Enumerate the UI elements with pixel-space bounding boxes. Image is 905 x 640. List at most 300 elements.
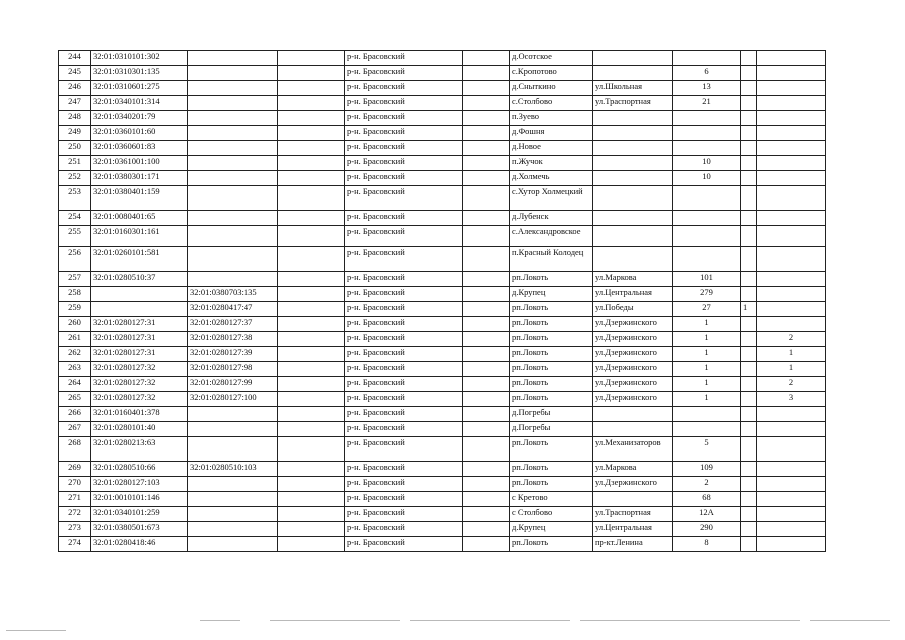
empty-cell [278,111,345,126]
table-row [59,407,826,422]
street-cell: ул.Дзержинского [593,332,673,347]
district-cell: р-н. Брасовский [345,272,463,287]
cadastral-number-cell: 32:01:0080401:65 [91,211,188,226]
house-number-cell: 5 [673,437,741,462]
house-number-cell: 13 [673,81,741,96]
street-cell [593,141,673,156]
house-number-cell [673,247,741,272]
apartment-cell [757,422,826,437]
linked-cadastral-number-cell [188,537,278,552]
building-cell [741,537,757,552]
linked-cadastral-number-cell [188,156,278,171]
district-cell: р-н. Брасовский [345,211,463,226]
cadastral-number-cell: 32:01:0280127:32 [91,362,188,377]
locality-cell: с Кретово [510,492,593,507]
district-cell: р-н. Брасовский [345,126,463,141]
row-number-cell: 267 [59,422,91,437]
house-number-cell: 1 [673,347,741,362]
cadastral-number-cell: 32:01:0280127:103 [91,477,188,492]
empty-cell [278,537,345,552]
empty-cell [278,302,345,317]
cadastral-number-cell: 32:01:0280101:40 [91,422,188,437]
row-number-cell: 271 [59,492,91,507]
apartment-cell [757,287,826,302]
empty-cell [278,211,345,226]
apartment-cell: 3 [757,392,826,407]
house-number-cell [673,226,741,247]
district-cell: р-н. Брасовский [345,226,463,247]
row-number-cell: 247 [59,96,91,111]
row-number-cell: 244 [59,51,91,66]
district-cell: р-н. Брасовский [345,392,463,407]
empty-cell [463,126,510,141]
apartment-cell [757,141,826,156]
empty-cell [463,477,510,492]
table-row [59,522,826,537]
empty-cell [463,362,510,377]
empty-cell [463,66,510,81]
row-number-cell: 252 [59,171,91,186]
linked-cadastral-number-cell [188,226,278,247]
row-number-cell: 261 [59,332,91,347]
linked-cadastral-number-cell [188,111,278,126]
linked-cadastral-number-cell [188,126,278,141]
building-cell [741,347,757,362]
apartment-cell: 2 [757,332,826,347]
linked-cadastral-number-cell [188,247,278,272]
locality-cell: рп.Локоть [510,332,593,347]
locality-cell: д.Крупец [510,287,593,302]
linked-cadastral-number-cell [188,477,278,492]
cadastral-number-cell: 32:01:0361001:100 [91,156,188,171]
cadastral-number-cell: 32:01:0360101:60 [91,126,188,141]
street-cell: ул.Дзержинского [593,362,673,377]
empty-cell [463,96,510,111]
table-row [59,492,826,507]
linked-cadastral-number-cell: 32:01:0280127:98 [188,362,278,377]
row-number-cell: 251 [59,156,91,171]
table-row [59,302,826,317]
empty-cell [278,522,345,537]
locality-cell: д.Сныткино [510,81,593,96]
table-row [59,377,826,392]
street-cell [593,66,673,81]
cadastral-number-cell: 32:01:0260101:581 [91,247,188,272]
cadastral-number-cell: 32:01:0360601:83 [91,141,188,156]
house-number-cell: 1 [673,332,741,347]
row-number-cell: 265 [59,392,91,407]
locality-cell: рп.Локоть [510,317,593,332]
house-number-cell: 2 [673,477,741,492]
row-number-cell: 270 [59,477,91,492]
table-row [59,96,826,111]
street-cell: ул.Школьная [593,81,673,96]
table-row [59,392,826,407]
cadastral-number-cell: 32:01:0280127:31 [91,317,188,332]
row-number-cell: 248 [59,111,91,126]
empty-cell [463,111,510,126]
district-cell: р-н. Брасовский [345,111,463,126]
table-row [59,156,826,171]
house-number-cell: 10 [673,156,741,171]
empty-cell [463,171,510,186]
linked-cadastral-number-cell: 32:01:0280127:39 [188,347,278,362]
building-cell [741,407,757,422]
locality-cell: с.Хутор Холмецкий [510,186,593,211]
empty-cell [463,141,510,156]
building-cell [741,377,757,392]
cadastral-number-cell: 32:01:0340101:259 [91,507,188,522]
linked-cadastral-number-cell [188,492,278,507]
building-cell [741,211,757,226]
house-number-cell [673,422,741,437]
apartment-cell [757,462,826,477]
cadastral-number-cell: 32:01:0310601:275 [91,81,188,96]
linked-cadastral-number-cell: 32:01:0280510:103 [188,462,278,477]
building-cell [741,362,757,377]
locality-cell: с.Александровское [510,226,593,247]
table-row [59,211,826,226]
building-cell [741,462,757,477]
cadastral-number-cell: 32:01:0380501:673 [91,522,188,537]
apartment-cell [757,317,826,332]
empty-cell [278,186,345,211]
locality-cell: д.Погребы [510,422,593,437]
district-cell: р-н. Брасовский [345,186,463,211]
building-cell [741,126,757,141]
district-cell: р-н. Брасовский [345,81,463,96]
empty-cell [278,507,345,522]
empty-cell [463,156,510,171]
linked-cadastral-number-cell [188,186,278,211]
street-cell [593,247,673,272]
linked-cadastral-number-cell [188,272,278,287]
district-cell: р-н. Брасовский [345,492,463,507]
row-number-cell: 262 [59,347,91,362]
street-cell [593,171,673,186]
district-cell: р-н. Брасовский [345,537,463,552]
empty-cell [463,226,510,247]
street-cell: ул.Дзержинского [593,477,673,492]
district-cell: р-н. Брасовский [345,362,463,377]
building-cell [741,226,757,247]
empty-cell [278,247,345,272]
empty-cell [278,317,345,332]
apartment-cell [757,272,826,287]
street-cell [593,111,673,126]
house-number-cell: 10 [673,171,741,186]
linked-cadastral-number-cell [188,211,278,226]
linked-cadastral-number-cell [188,81,278,96]
district-cell: р-н. Брасовский [345,247,463,272]
empty-cell [463,317,510,332]
apartment-cell [757,186,826,211]
empty-cell [463,392,510,407]
empty-cell [278,226,345,247]
cadastral-number-cell: 32:01:0280510:66 [91,462,188,477]
district-cell: р-н. Брасовский [345,407,463,422]
empty-cell [463,51,510,66]
apartment-cell [757,226,826,247]
apartment-cell [757,302,826,317]
empty-cell [463,287,510,302]
building-cell [741,287,757,302]
row-number-cell: 269 [59,462,91,477]
apartment-cell [757,156,826,171]
empty-cell [278,141,345,156]
empty-cell [463,211,510,226]
house-number-cell [673,111,741,126]
apartment-cell: 1 [757,362,826,377]
cadastral-number-cell [91,287,188,302]
street-cell [593,211,673,226]
street-cell: ул.Дзержинского [593,317,673,332]
district-cell: р-н. Брасовский [345,377,463,392]
street-cell [593,226,673,247]
district-cell: р-н. Брасовский [345,51,463,66]
district-cell: р-н. Брасовский [345,477,463,492]
registry-body [59,51,826,552]
locality-cell: рп.Локоть [510,377,593,392]
apartment-cell [757,477,826,492]
table-row [59,226,826,247]
linked-cadastral-number-cell [188,407,278,422]
locality-cell: рп.Локоть [510,462,593,477]
building-cell [741,392,757,407]
property-registry-table [58,50,826,552]
empty-cell [278,492,345,507]
table-row [59,272,826,287]
apartment-cell [757,51,826,66]
street-cell [593,156,673,171]
street-cell: ул.Победы [593,302,673,317]
house-number-cell: 279 [673,287,741,302]
empty-cell [463,437,510,462]
locality-cell: п.Красный Колодец [510,247,593,272]
empty-cell [463,347,510,362]
row-number-cell: 264 [59,377,91,392]
apartment-cell [757,171,826,186]
empty-cell [463,537,510,552]
empty-cell [278,347,345,362]
cadastral-number-cell: 32:01:0380301:171 [91,171,188,186]
locality-cell: п.Зуево [510,111,593,126]
apartment-cell [757,522,826,537]
cadastral-number-cell: 32:01:0160401:378 [91,407,188,422]
apartment-cell [757,81,826,96]
row-number-cell: 272 [59,507,91,522]
apartment-cell: 2 [757,377,826,392]
empty-cell [463,492,510,507]
locality-cell: с Столбово [510,507,593,522]
linked-cadastral-number-cell: 32:01:0380703:135 [188,287,278,302]
table-row [59,171,826,186]
street-cell [593,422,673,437]
row-number-cell: 257 [59,272,91,287]
cadastral-number-cell: 32:01:0280213:63 [91,437,188,462]
row-number-cell: 273 [59,522,91,537]
cadastral-number-cell: 32:01:0280127:31 [91,332,188,347]
table-row [59,126,826,141]
locality-cell: д.Лубенск [510,211,593,226]
empty-cell [278,392,345,407]
street-cell: ул.Траспортная [593,507,673,522]
house-number-cell: 6 [673,66,741,81]
linked-cadastral-number-cell [188,171,278,186]
empty-cell [278,422,345,437]
locality-cell: д.Фошня [510,126,593,141]
row-number-cell: 259 [59,302,91,317]
empty-cell [278,437,345,462]
empty-cell [463,81,510,96]
scan-artifact [0,612,905,640]
house-number-cell: 8 [673,537,741,552]
row-number-cell: 249 [59,126,91,141]
row-number-cell: 246 [59,81,91,96]
cadastral-number-cell: 32:01:0380401:159 [91,186,188,211]
table-row [59,317,826,332]
table-row [59,462,826,477]
empty-cell [463,462,510,477]
empty-cell [278,51,345,66]
row-number-cell: 253 [59,186,91,211]
apartment-cell [757,96,826,111]
apartment-cell [757,407,826,422]
row-number-cell: 260 [59,317,91,332]
linked-cadastral-number-cell [188,96,278,111]
house-number-cell: 290 [673,522,741,537]
apartment-cell [757,211,826,226]
empty-cell [463,422,510,437]
building-cell: 1 [741,302,757,317]
linked-cadastral-number-cell: 32:01:0280127:100 [188,392,278,407]
street-cell: ул.Дзержинского [593,347,673,362]
district-cell: р-н. Брасовский [345,422,463,437]
empty-cell [463,522,510,537]
building-cell [741,51,757,66]
cadastral-number-cell: 32:01:0340101:314 [91,96,188,111]
empty-cell [463,247,510,272]
table-row [59,141,826,156]
apartment-cell [757,66,826,81]
linked-cadastral-number-cell [188,507,278,522]
house-number-cell: 1 [673,377,741,392]
table-row [59,507,826,522]
building-cell [741,437,757,462]
row-number-cell: 255 [59,226,91,247]
row-number-cell: 274 [59,537,91,552]
linked-cadastral-number-cell: 32:01:0280417:47 [188,302,278,317]
cadastral-number-cell: 32:01:0280510:37 [91,272,188,287]
empty-cell [463,272,510,287]
row-number-cell: 263 [59,362,91,377]
table-row [59,347,826,362]
locality-cell: рп.Локоть [510,392,593,407]
empty-cell [278,287,345,302]
row-number-cell: 245 [59,66,91,81]
street-cell: пр-кт.Ленина [593,537,673,552]
linked-cadastral-number-cell [188,422,278,437]
house-number-cell: 27 [673,302,741,317]
linked-cadastral-number-cell [188,437,278,462]
street-cell [593,51,673,66]
apartment-cell [757,507,826,522]
building-cell [741,272,757,287]
district-cell: р-н. Брасовский [345,96,463,111]
district-cell: р-н. Брасовский [345,317,463,332]
cadastral-number-cell: 32:01:0010101:146 [91,492,188,507]
table-row [59,247,826,272]
empty-cell [463,186,510,211]
district-cell: р-н. Брасовский [345,332,463,347]
house-number-cell [673,141,741,156]
locality-cell: п.Жучок [510,156,593,171]
house-number-cell: 1 [673,362,741,377]
house-number-cell: 68 [673,492,741,507]
house-number-cell: 1 [673,392,741,407]
empty-cell [278,81,345,96]
table-row [59,332,826,347]
locality-cell: рп.Локоть [510,537,593,552]
empty-cell [278,462,345,477]
empty-cell [278,332,345,347]
empty-cell [278,477,345,492]
house-number-cell: 109 [673,462,741,477]
apartment-cell [757,492,826,507]
locality-cell: рп.Локоть [510,437,593,462]
cadastral-number-cell: 32:01:0280418:46 [91,537,188,552]
building-cell [741,156,757,171]
building-cell [741,66,757,81]
linked-cadastral-number-cell: 32:01:0280127:99 [188,377,278,392]
row-number-cell: 268 [59,437,91,462]
street-cell: ул.Центральная [593,522,673,537]
district-cell: р-н. Брасовский [345,171,463,186]
table-row [59,477,826,492]
locality-cell: рп.Локоть [510,477,593,492]
locality-cell: рп.Локоть [510,347,593,362]
street-cell: ул.Маркова [593,462,673,477]
cadastral-number-cell [91,302,188,317]
house-number-cell [673,126,741,141]
cadastral-number-cell: 32:01:0310101:302 [91,51,188,66]
building-cell [741,332,757,347]
empty-cell [463,332,510,347]
house-number-cell [673,407,741,422]
locality-cell: д.Осотское [510,51,593,66]
cadastral-number-cell: 32:01:0160301:161 [91,226,188,247]
linked-cadastral-number-cell [188,522,278,537]
table-row [59,537,826,552]
empty-cell [278,156,345,171]
building-cell [741,81,757,96]
building-cell [741,492,757,507]
locality-cell: д.Холмечь [510,171,593,186]
district-cell: р-н. Брасовский [345,462,463,477]
apartment-cell [757,247,826,272]
table-row [59,51,826,66]
apartment-cell [757,126,826,141]
row-number-cell: 266 [59,407,91,422]
building-cell [741,141,757,156]
building-cell [741,422,757,437]
district-cell: р-н. Брасовский [345,287,463,302]
empty-cell [278,126,345,141]
district-cell: р-н. Брасовский [345,156,463,171]
building-cell [741,477,757,492]
linked-cadastral-number-cell: 32:01:0280127:37 [188,317,278,332]
apartment-cell [757,537,826,552]
